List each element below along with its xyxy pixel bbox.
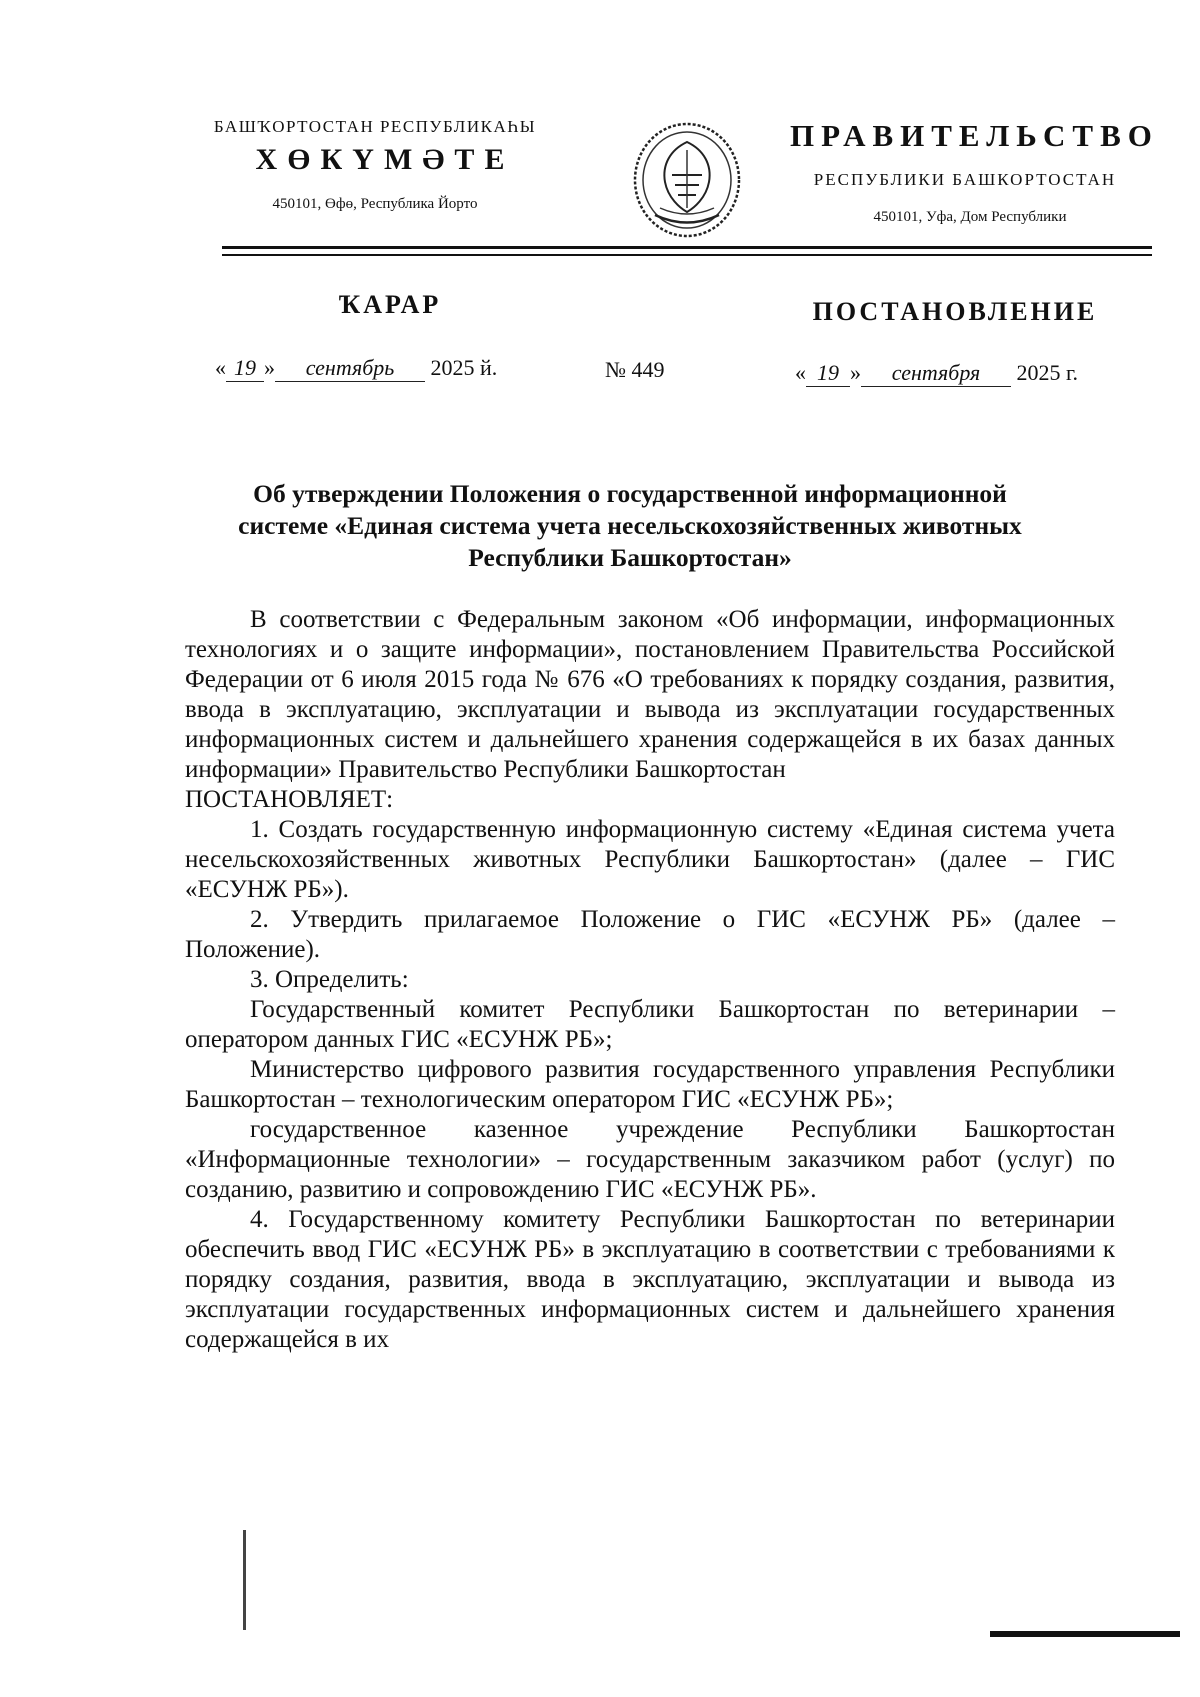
scan-artifact-bar xyxy=(990,1631,1180,1637)
title-line1: Об утверждении Положения о государственной информационной xyxy=(253,479,1007,508)
scan-artifact-line xyxy=(243,1530,246,1630)
dateline-left-year: 2025 й. xyxy=(430,355,498,380)
doc-type-right: ПОСТАНОВЛЕНИЕ xyxy=(812,297,1098,326)
paragraph-decree: ПОСТАНОВЛЯЕТ: xyxy=(185,786,394,813)
document-title xyxy=(190,478,1070,574)
dateline-left-close: » xyxy=(264,355,275,380)
dateline-right-month: сентября xyxy=(861,360,1011,387)
paragraph-2: 2. Утвердить прилагаемое Положение о ГИС «ЕСУНЖ РБ» (далее – Положение). xyxy=(185,906,1115,963)
header-left-line1: БАШҠОРТОСТАН РЕСПУБЛИКАҺЫ xyxy=(213,117,537,136)
paragraph-3b: Министерство цифрового развития государственного управления Республики Башкортостан – технологическим оператором ГИС «ЕСУНЖ РБ»; xyxy=(185,1056,1115,1113)
dateline-right-close: » xyxy=(850,360,861,385)
header-right-line1: ПРАВИТЕЛЬСТВО xyxy=(790,118,1159,153)
header-rule-top xyxy=(222,246,1152,249)
header-right-line2: РЕСПУБЛИКИ БАШКОРТОСТАН xyxy=(813,170,1117,189)
document-number: № 449 xyxy=(605,357,665,382)
paragraph-1: 1. Создать государственную информационную систему «Единая система учета несельскохозяйственных животных Республики Башкортостан» (далее – ГИС «ЕСУНЖ РБ»). xyxy=(185,816,1115,903)
dateline-left xyxy=(215,355,497,382)
coat-of-arms-icon xyxy=(630,120,745,240)
header-left-address: 450101, Өфө, Республика Йорто xyxy=(272,196,478,212)
dateline-right-open: « xyxy=(795,360,806,385)
header-left-line2: ХӨКҮМӘТЕ xyxy=(255,143,515,176)
title-line3: Республики Башкортостан» xyxy=(468,543,792,572)
header-rule-bottom xyxy=(222,254,1152,256)
doc-type-left: ҠАРАР xyxy=(338,290,442,319)
dateline-right-year: 2025 г. xyxy=(1016,360,1079,385)
dateline-right xyxy=(795,360,1078,387)
dateline-right-day: 19 xyxy=(806,360,850,387)
dateline-left-open: « xyxy=(215,355,226,380)
dateline-left-day: 19 xyxy=(226,355,264,382)
header-right-address: 450101, Уфа, Дом Республики xyxy=(873,209,1067,225)
paragraph-4: 4. Государственному комитету Республики Башкортостан по ветеринарии обеспечить ввод ГИС «ЕСУНЖ РБ» в эксплуатацию в соответствии с требованиями к порядку создания, развития, ввода в эксплуатацию, эксплуатации и вывода из эксплуатации государственных информационных систем и дальнейшего хранения содержащейся в их xyxy=(185,1206,1115,1353)
paragraph-3a: Государственный комитет Республики Башкортостан по ветеринарии – оператором данных ГИС «ЕСУНЖ РБ»; xyxy=(185,996,1115,1053)
dateline-left-month: сентябрь xyxy=(275,355,425,382)
paragraph-3: 3. Определить: xyxy=(250,966,409,993)
document-body xyxy=(185,605,1115,1355)
paragraph-intro: В соответствии с Федеральным законом «Об информации, информационных технологиях и о защите информации», постановлением Правительства Российской Федерации от 6 июля 2015 года № 676 «О требованиях к порядку создания, развития, ввода в эксплуатацию, эксплуатации и вывода из эксплуатации государственных информационных систем и дальнейшего хранения содержащейся в их базах данных информации» Правительство Республики Башкортостан xyxy=(185,606,1115,783)
paragraph-3c: государственное казенное учреждение Республики Башкортостан «Информационные технологии» – государственным заказчиком работ (услуг) по созданию, развитию и сопровождению ГИС «ЕСУНЖ РБ». xyxy=(185,1116,1115,1203)
title-line2: системе «Единая система учета несельскохозяйственных животных xyxy=(238,511,1022,540)
